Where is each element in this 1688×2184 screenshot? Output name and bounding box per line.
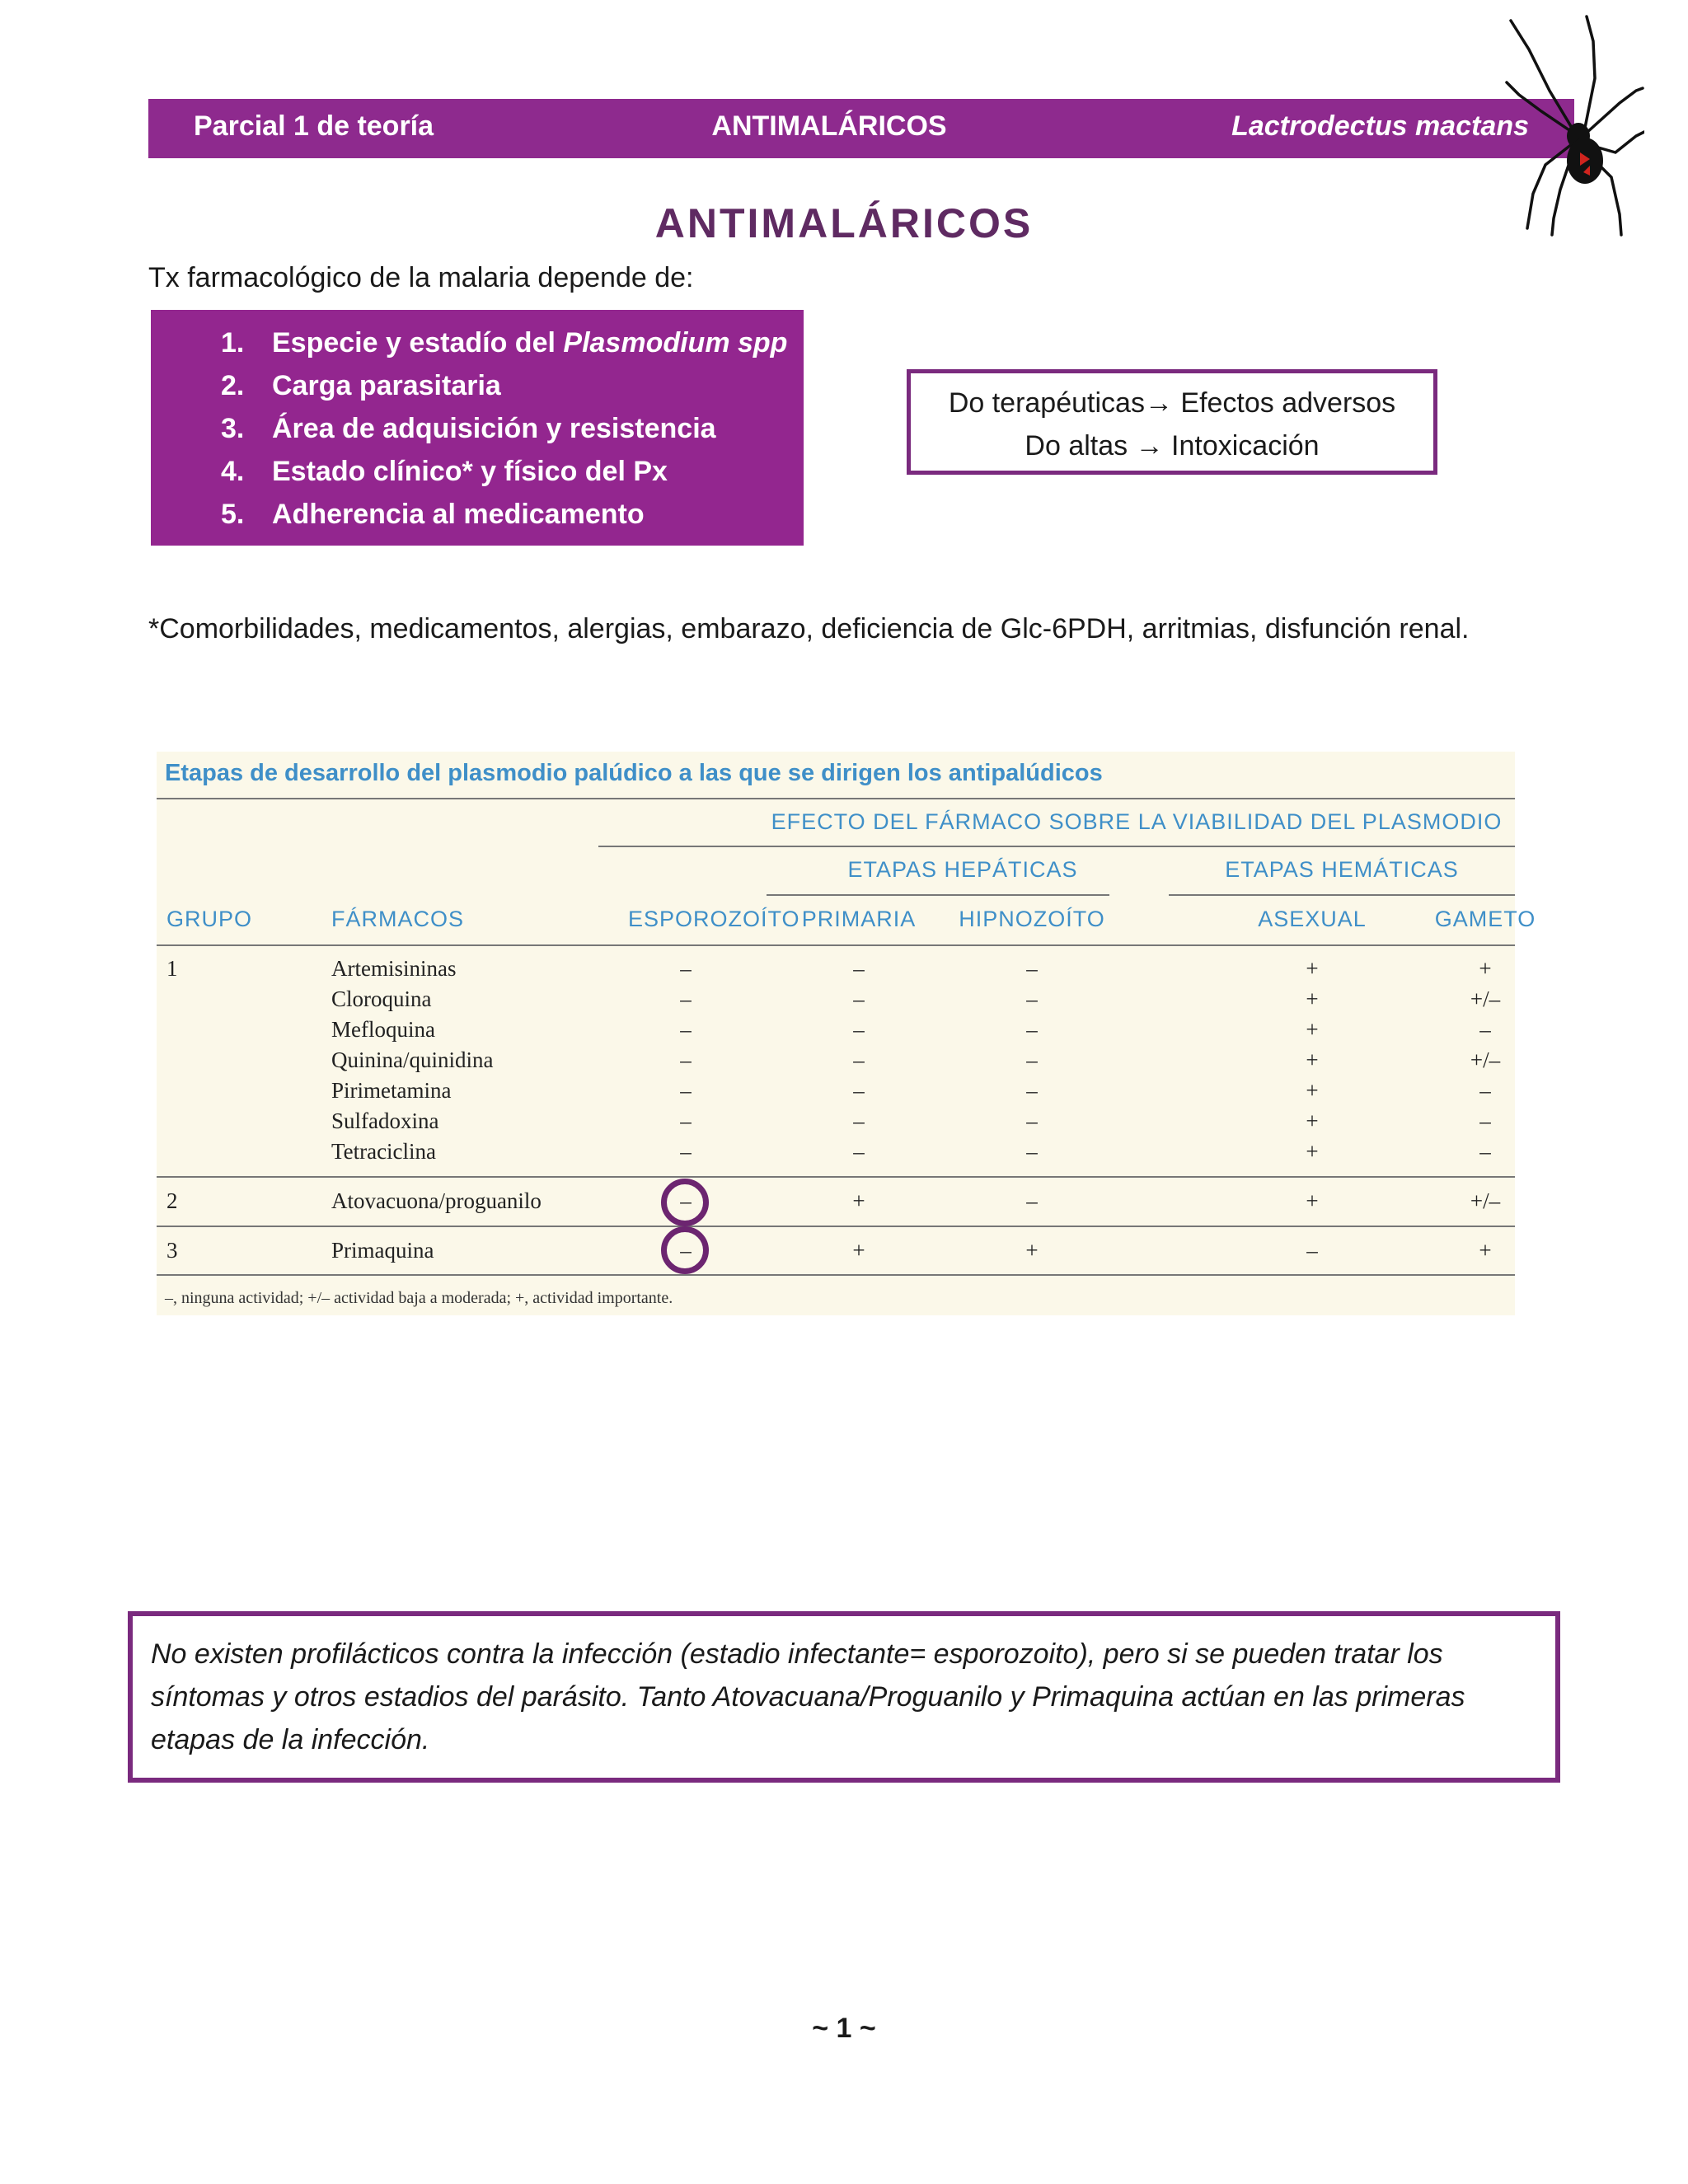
activity-cell: +: [1479, 1238, 1492, 1263]
intro-text: Tx farmacológico de la malaria depende de:: [148, 262, 694, 293]
factor-item: 4. Estado clínico* y físico del Px: [221, 456, 668, 487]
activity-cell: –: [853, 1139, 865, 1164]
activity-cell: –: [1026, 1108, 1038, 1133]
activity-cell: +: [1306, 1017, 1319, 1042]
drug-name: Quinina/quinidina: [331, 1047, 494, 1072]
activity-cell: –: [680, 1108, 692, 1133]
page-title: ANTIMALÁRICOS: [654, 200, 1034, 246]
col-header-hypnozoite: HIPNOZOÍTO: [959, 907, 1105, 931]
drug-name: Cloroquina: [331, 987, 432, 1011]
activity-cell: +: [852, 1238, 865, 1263]
activity-cell: –: [680, 1188, 692, 1213]
divider: [157, 1176, 1515, 1178]
divider: [1169, 894, 1515, 896]
activity-cell: +: [1306, 1078, 1319, 1103]
antimalarial-table: [157, 752, 1536, 1315]
activity-cell: –: [1479, 1078, 1491, 1103]
highlight-circle: [661, 1179, 709, 1226]
col-header-sporozoite: ESPOROZOÍTO: [628, 907, 800, 931]
activity-cell: –: [1026, 1047, 1038, 1072]
col-header-drugs: FÁRMACOS: [331, 907, 465, 931]
activity-cell: –: [680, 1017, 692, 1042]
activity-cell: +/–: [1470, 1188, 1501, 1213]
activity-cell: +: [852, 1188, 865, 1213]
drug-name: Pirimetamina: [331, 1078, 452, 1103]
divider: [157, 1274, 1515, 1276]
activity-cell: +/–: [1470, 1047, 1501, 1072]
drug-name: Artemisininas: [331, 956, 457, 981]
header-author: Lactrodectus mactans: [1231, 110, 1529, 142]
table-title: Etapas de desarrollo del plasmodio palúdico a las que se dirigen los antipalúdicos: [165, 760, 1103, 786]
activity-cell: –: [1479, 1139, 1491, 1164]
group-cell: 1: [166, 956, 178, 981]
comorbidities-note: *Comorbilidades, medicamentos, alergias, embarazo, deficiencia de Glc-6PDH, arritmias, disfunción renal.: [148, 613, 1470, 644]
drug-name: Sulfadoxina: [331, 1108, 439, 1133]
activity-cell: –: [1026, 987, 1038, 1011]
dose-therapeutic: Do terapéuticas→ Efectos adversos: [948, 387, 1396, 419]
group-cell: 2: [166, 1188, 178, 1213]
factor-item: 2. Carga parasitaria: [221, 370, 501, 401]
divider: [767, 894, 1109, 896]
activity-cell: +: [1306, 987, 1319, 1011]
factor-item: 3. Área de adquisición y resistencia: [221, 413, 716, 444]
header-bar: [148, 99, 1574, 158]
dose-box: [907, 369, 1437, 475]
drug-name: Tetraciclina: [331, 1139, 437, 1164]
group-cell: 3: [166, 1238, 178, 1263]
activity-cell: +: [1306, 1188, 1319, 1213]
drug-name: Mefloquina: [331, 1017, 435, 1042]
hematic-header: ETAPAS HEMÁTICAS: [1225, 857, 1459, 882]
drug-name: Atovacuona/proguanilo: [331, 1188, 542, 1213]
divider: [157, 1226, 1515, 1227]
drug-name: Primaquina: [331, 1238, 434, 1263]
activity-cell: –: [1026, 1188, 1038, 1213]
activity-cell: –: [853, 987, 865, 1011]
activity-cell: –: [853, 1047, 865, 1072]
activity-cell: –: [853, 1017, 865, 1042]
activity-cell: +: [1306, 1139, 1319, 1164]
table-legend: –, ninguna actividad; +/– actividad baja a moderada; +, actividad importante.: [165, 1289, 673, 1307]
col-header-gamete: GAMETO: [1434, 907, 1536, 931]
divider: [157, 944, 1515, 946]
activity-cell: –: [1479, 1017, 1491, 1042]
activity-cell: –: [680, 956, 692, 981]
col-header-primary: PRIMARIA: [801, 907, 917, 931]
activity-cell: +: [1306, 1108, 1319, 1133]
activity-cell: –: [680, 1238, 692, 1263]
divider: [157, 798, 1515, 799]
activity-cell: –: [1026, 1078, 1038, 1103]
factor-item: 5. Adherencia al medicamento: [221, 499, 645, 530]
activity-cell: –: [680, 1139, 692, 1164]
header-topic: ANTIMALÁRICOS: [711, 110, 947, 142]
activity-cell: +/–: [1470, 987, 1501, 1011]
activity-cell: –: [1026, 1017, 1038, 1042]
activity-cell: –: [680, 987, 692, 1011]
activity-cell: –: [853, 956, 865, 981]
activity-cell: –: [1026, 956, 1038, 981]
header-course: Parcial 1 de teoría: [194, 110, 434, 142]
factors-box: [151, 310, 804, 546]
note-box: No existen profilácticos contra la infección (estadio infectante= esporozoito), pero si se pueden tratar los síntomas y otros estadios del parásito. Tanto Atovacuana/Proguanilo y Primaquina actúan en las primeras etapas de la infección.: [128, 1611, 1560, 1783]
divider: [598, 846, 1515, 847]
activity-cell: –: [853, 1078, 865, 1103]
activity-cell: –: [1479, 1108, 1491, 1133]
page-number: ~ 1 ~: [812, 2013, 876, 2044]
activity-cell: –: [680, 1078, 692, 1103]
activity-cell: +: [1479, 956, 1492, 981]
activity-cell: +: [1306, 1047, 1319, 1072]
activity-cell: +: [1025, 1238, 1039, 1263]
col-header-asexual: ASEXUAL: [1258, 907, 1367, 931]
effect-header: EFECTO DEL FÁRMACO SOBRE LA VIABILIDAD DEL PLASMODIO: [771, 809, 1503, 834]
highlight-circle: [661, 1226, 709, 1274]
activity-cell: –: [853, 1108, 865, 1133]
factor-item: 1. Especie y estadío del Plasmodium spp: [221, 327, 788, 359]
activity-cell: +: [1306, 956, 1319, 981]
activity-cell: –: [1026, 1139, 1038, 1164]
activity-cell: –: [1306, 1238, 1318, 1263]
hepatic-header: ETAPAS HEPÁTICAS: [847, 857, 1078, 882]
activity-cell: –: [680, 1047, 692, 1072]
dose-high: Do altas → Intoxicación: [1025, 430, 1320, 462]
col-header-group: GRUPO: [166, 907, 253, 931]
